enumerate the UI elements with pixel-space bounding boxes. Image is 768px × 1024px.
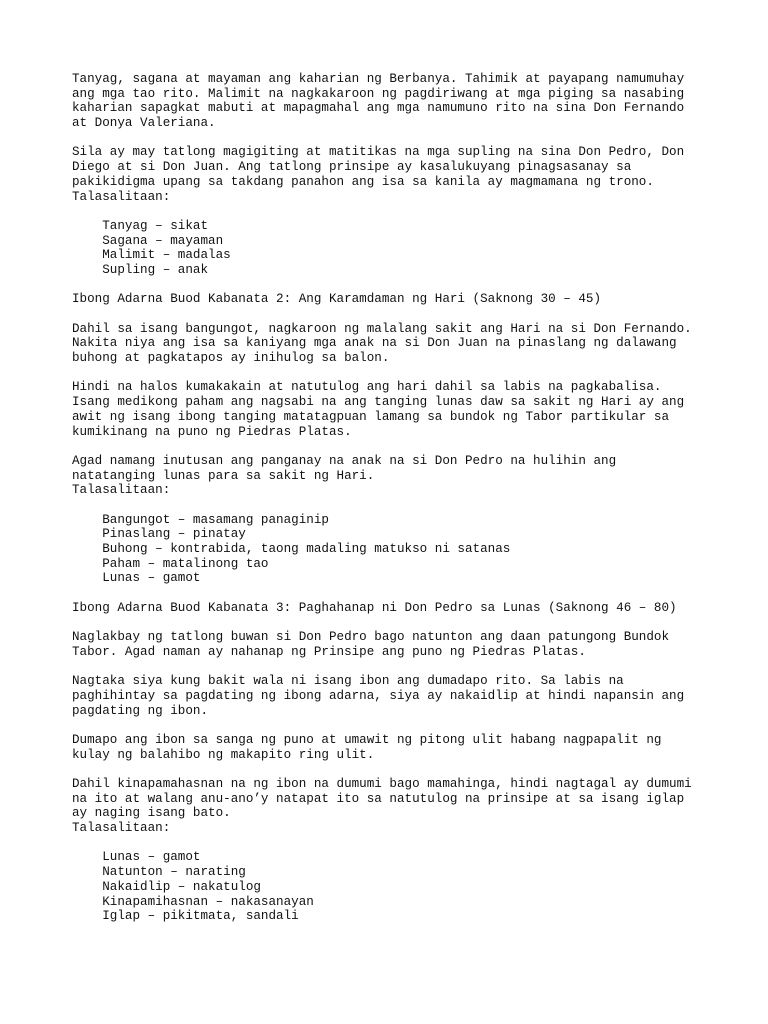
glossary-item: Lunas – gamot [72,571,201,586]
glossary-item: Paham – matalinong tao [72,556,269,571]
paragraph-line: Dahil kinapamahasnan na ng ibon na dumumi bago mamahinga, hindi nagtagal ay dumumi [72,777,692,791]
glossary-item: Sagana – mayaman [72,233,224,248]
paragraph-line: kulay ng balahibo ng makapito ring ulit. [72,747,375,762]
paragraph-line: buhong at pagkatapos ay inihulog sa balon. [72,351,390,366]
paragraph-line: Dumapo ang ibon sa sanga ng puno at umawit ng pitong ulit habang nagpapalit ng [72,732,662,747]
paragraph-line: Isang medikong paham ang nagsabi na ang tanging lunas daw sa sakit ng Hari ay ang [72,395,685,410]
blank-line [72,278,712,293]
section-heading: Ibong Adarna Buod Kabanata 3: Paghahanap ni Don Pedro sa Lunas (Saknong 46 – 80) [72,600,677,615]
document-page [72,72,712,924]
paragraph-line: Tabor. Agad naman ay nahanap ng Prinsipe ang puno ng Piedras Platas. [72,644,586,659]
blank-line [72,718,712,733]
glossary-item: Nakaidlip – nakatulog [72,879,261,894]
blank-line [72,366,712,381]
glossary-item: Pinaslang – pinatay [72,527,246,542]
paragraph-line: Hindi na halos kumakakain at natutulog ang hari dahil sa labis na pagkabalisa. [72,380,662,395]
paragraph-line: kumikinang na puno ng Piedras Platas. [72,424,352,439]
paragraph-line: Tanyag, sagana at mayaman ang kaharian ng Berbanya. Tahimik at payapang namumuhay [72,72,685,86]
paragraph-line: Naglakbay ng tatlong buwan si Don Pedro bago natunton ang daan patungong Bundok [72,630,670,645]
blank-line [72,131,712,146]
paragraph-line: Nagtaka siya kung bakit wala ni isang ibon ang dumadapo rito. Sa labis na [72,674,624,689]
paragraph-line: paghihintay sa pagdating ng ibong adarna, siya ay nakaidlip at hindi napansin ang [72,688,685,703]
section-heading: Ibong Adarna Buod Kabanata 2: Ang Karamdaman ng Hari (Saknong 30 – 45) [72,292,602,307]
paragraph-line: ay naging isang bato. [72,806,231,821]
blank-line [72,439,712,454]
glossary-item: Supling – anak [72,262,209,277]
glossary-item: Natunton – narating [72,865,246,880]
paragraph-line: Nakita niya ang isa sa kaniyang mga anak na si Don Juan na pinaslang ng dalawang [72,336,677,351]
paragraph-line: Diego at si Don Juan. Ang tatlong prinsipe ay kasalukuyang pinagsasanay sa [72,160,632,175]
paragraph-line: Sila ay may tatlong magigiting at matitikas na mga supling na sina Don Pedro, Don [72,145,685,160]
glossary-item: Iglap – pikitmata, sandali [72,909,299,924]
blank-line [72,836,712,851]
blank-line [72,660,712,675]
paragraph-line: na ito at walang anu-ano’y natapat ito sa natutulog na prinsipe at sa isang iglap [72,791,685,806]
paragraph-line: Dahil sa isang bangungot, nagkaroon ng malalang sakit ang Hari na si Don Fernando. [72,321,692,336]
paragraph-line: pagdating ng ibon. [72,703,209,718]
paragraph-line: awit ng isang ibong tanging matatagpuan lamang sa bundok ng Tabor partikular sa [72,409,670,424]
glossary-item: Lunas – gamot [72,850,201,865]
paragraph-line: kaharian sapagkat mabuti at mapagmahal ang mga namumuno rito na sina Don Fernando [72,101,685,116]
blank-line [72,586,712,601]
paragraph-line: Agad namang inutusan ang panganay na anak na si Don Pedro na hulihin ang [72,453,617,468]
blank-line [72,307,712,322]
glossary-label: Talasalitaan: [72,821,171,836]
glossary-item: Buhong – kontrabida, taong madaling matukso ni satanas [72,542,511,556]
glossary-item: Tanyag – sikat [72,218,209,233]
paragraph-line: ang mga tao rito. Malimit na nagkakaroon ng pagdiriwang at mga piging sa nasabing [72,86,685,101]
glossary-item: Malimit – madalas [72,248,231,263]
blank-line [72,498,712,513]
glossary-label: Talasalitaan: [72,189,171,204]
blank-line [72,204,712,219]
blank-line [72,762,712,777]
glossary-item: Kinapamihasnan – nakasanayan [72,894,314,909]
glossary-item: Bangungot – masamang panaginip [72,512,329,527]
glossary-label: Talasalitaan: [72,483,171,498]
paragraph-line: pakikidigma upang sa takdang panahon ang isa sa kanila ay magmamana ng trono. [72,174,654,189]
paragraph-line: at Donya Valeriana. [72,116,216,131]
blank-line [72,615,712,630]
paragraph-line: natatanging lunas para sa sakit ng Hari. [72,468,375,483]
